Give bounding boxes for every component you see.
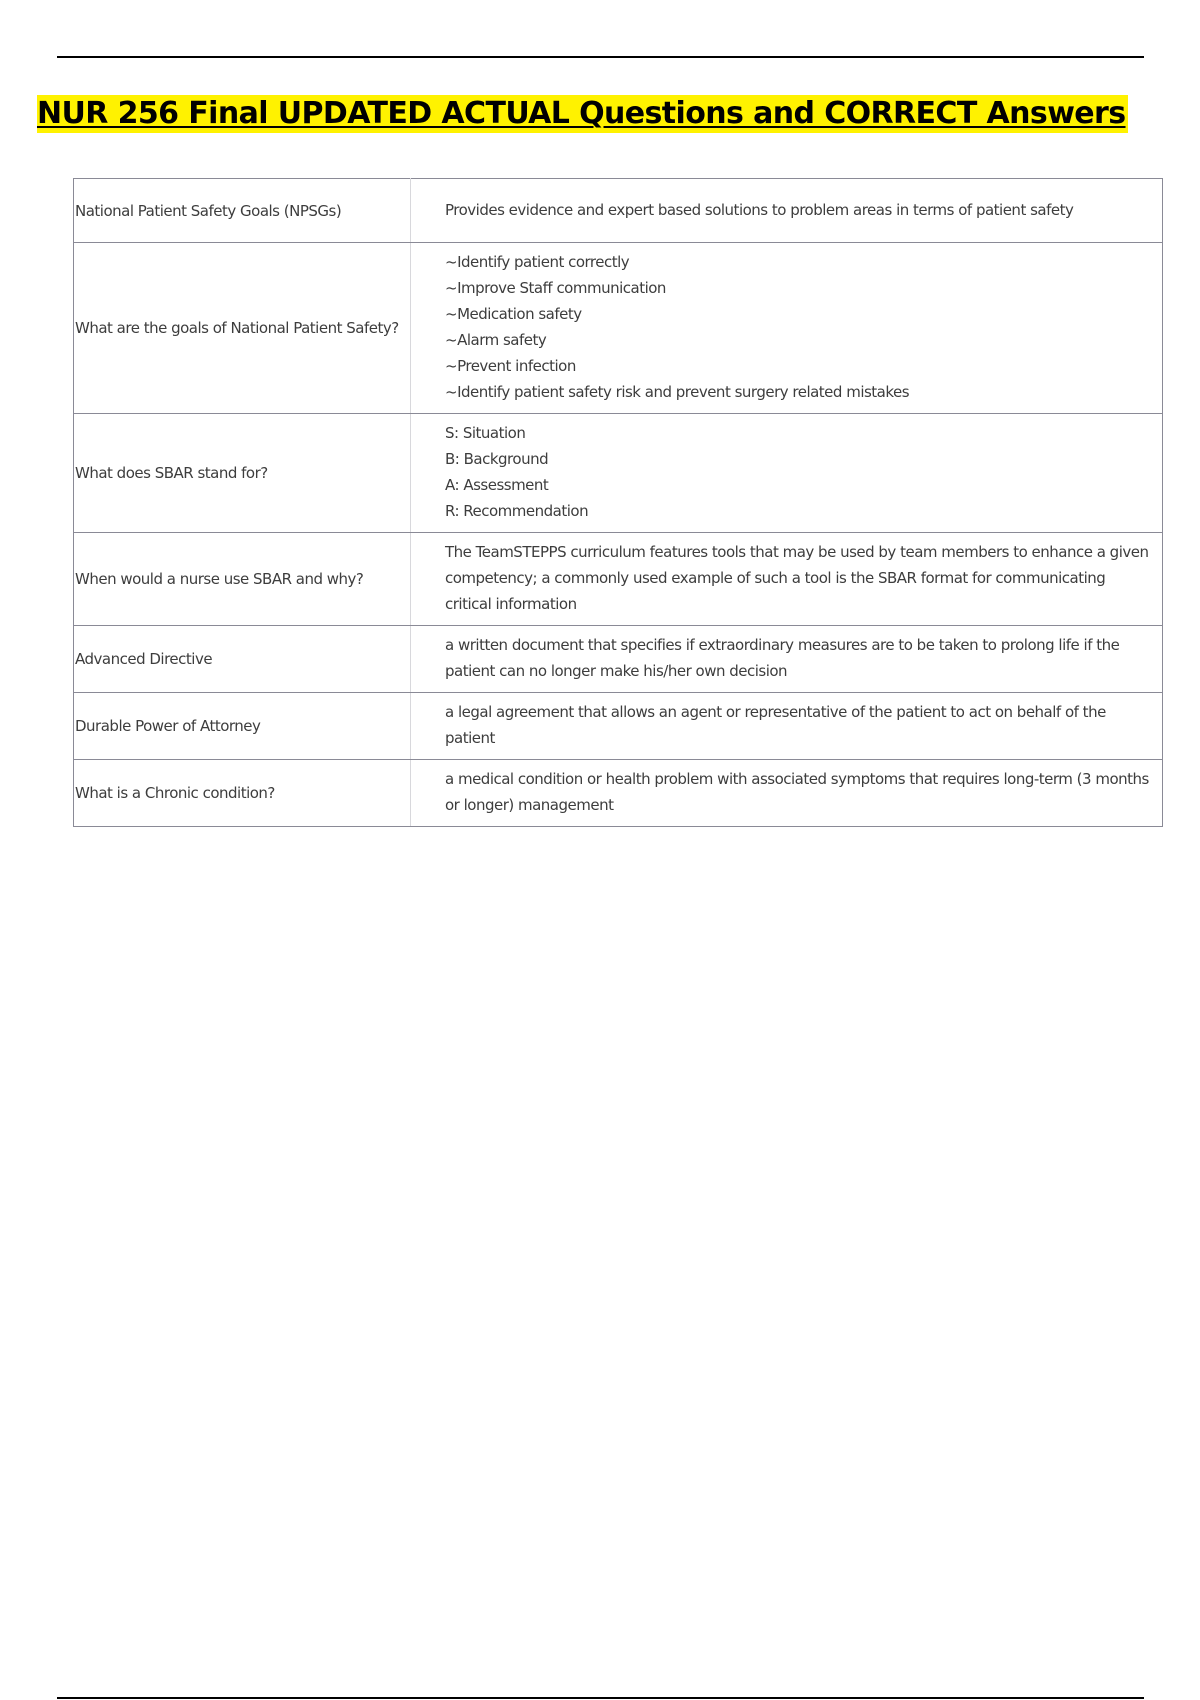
- list-item: A: Assessment: [445, 476, 549, 494]
- list-item: ~Prevent infection: [445, 357, 576, 375]
- table-row: [74, 243, 1163, 414]
- list-item: ~Improve Staff communication: [445, 279, 666, 297]
- term-cell: When would a nurse use SBAR and why?: [74, 533, 411, 626]
- definition-cell: [411, 243, 1163, 414]
- definition-cell: Provides evidence and expert based solutions to problem areas in terms of patient safety: [411, 179, 1163, 243]
- term-cell: What does SBAR stand for?: [74, 414, 411, 533]
- list-item: R: Recommendation: [445, 502, 589, 520]
- list-item: ~Identify patient correctly: [445, 253, 630, 271]
- document-title: NUR 256 Final UPDATED ACTUAL Questions and CORRECT Answers: [37, 96, 1126, 131]
- table-row: [74, 760, 1163, 827]
- term-cell: Advanced Directive: [74, 626, 411, 693]
- term-cell: National Patient Safety Goals (NPSGs): [74, 179, 411, 243]
- table-row: [74, 626, 1163, 693]
- list-item: ~Alarm safety: [445, 331, 547, 349]
- table-row: [74, 533, 1163, 626]
- list-item: ~Medication safety: [445, 305, 582, 323]
- definition-cell: [411, 414, 1163, 533]
- term-cell: What is a Chronic condition?: [74, 760, 411, 827]
- table-row: [74, 179, 1163, 243]
- table-row: [74, 693, 1163, 760]
- header-rule: [57, 56, 1144, 58]
- qa-table: [73, 178, 1163, 827]
- definition-cell: a written document that specifies if extraordinary measures are to be taken to prolong life if the patient can no longer make his/her own decision: [411, 626, 1163, 693]
- list-item: ~Identify patient safety risk and prevent surgery related mistakes: [445, 383, 910, 401]
- footer-rule: [57, 1697, 1144, 1699]
- term-cell: Durable Power of Attorney: [74, 693, 411, 760]
- definition-cell: a legal agreement that allows an agent or representative of the patient to act on behalf of the patient: [411, 693, 1163, 760]
- list-item: B: Background: [445, 450, 549, 468]
- definition-cell: a medical condition or health problem with associated symptoms that requires long-term (3 months or longer) management: [411, 760, 1163, 827]
- definition-cell: The TeamSTEPPS curriculum features tools that may be used by team members to enhance a given competency; a commonly used example of such a tool is the SBAR format for communicating critical information: [411, 533, 1163, 626]
- table-row: [74, 414, 1163, 533]
- term-cell: What are the goals of National Patient Safety?: [74, 243, 411, 414]
- list-item: S: Situation: [445, 424, 526, 442]
